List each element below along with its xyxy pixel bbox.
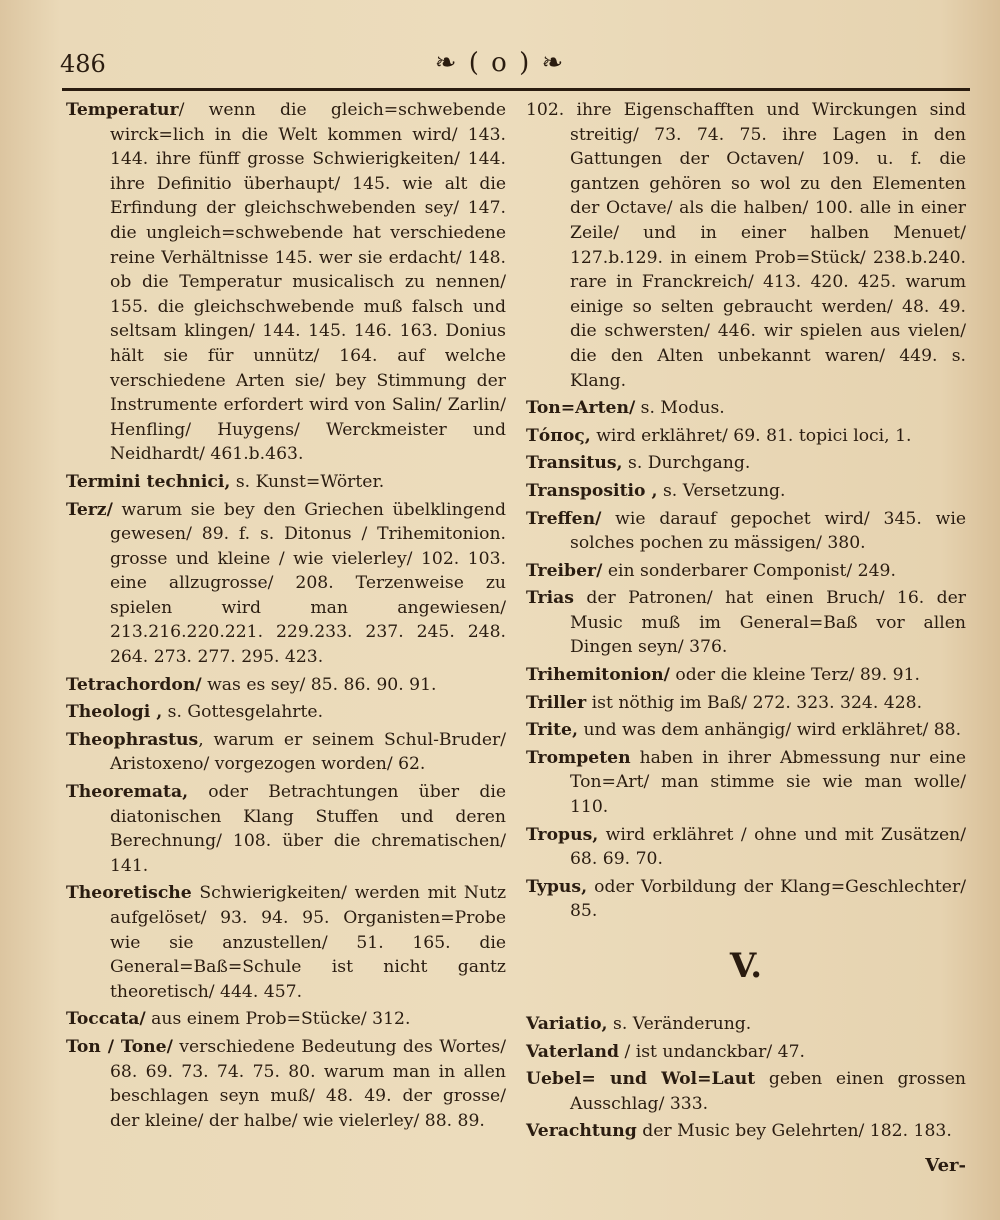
entry-headword: Trite, <box>526 720 578 741</box>
entry-text: s. Versetzung. <box>657 480 786 501</box>
entry-headword: Variatio, <box>526 1014 608 1034</box>
index-entry <box>66 881 506 1004</box>
entry-text: ein sonderbarer Componist/ 249. <box>602 560 896 581</box>
index-entry <box>526 663 966 688</box>
entry-text: wird erklähret / ohne und mit Zusätzen/ 68. 69. 70. <box>570 824 966 870</box>
index-entry <box>526 98 966 393</box>
index-entry <box>66 1035 506 1133</box>
entry-headword: Uebel= und Wol=Laut <box>526 1069 756 1090</box>
index-entry <box>526 1119 966 1144</box>
entry-text: s. Durchgang. <box>622 453 751 474</box>
entry-text: was es sey/ 85. 86. 90. 91. <box>201 674 437 695</box>
index-entry <box>526 1067 966 1116</box>
section-letter-v: V. <box>729 946 763 986</box>
index-entry <box>526 424 966 449</box>
entry-headword: Triller <box>526 692 587 713</box>
index-entry <box>526 479 966 504</box>
right-column <box>526 98 966 1179</box>
entry-text: oder Betrachtungen über die diatonischen Klang Stuffen und deren Berechnung/ 108. über die chrematischen/ 141. <box>110 782 506 876</box>
index-entry <box>66 700 506 725</box>
entry-text: oder Vorbildung der Klang=Geschlechter/ 85. <box>570 876 966 922</box>
page-signature: ❧ ( o ) ❧ <box>434 48 566 78</box>
entry-headword: Verachtung <box>526 1121 637 1142</box>
index-entry <box>526 691 966 716</box>
section-v <box>526 1012 966 1144</box>
index-entry <box>526 451 966 476</box>
entry-text: / wenn die gleich=schwebende wirck=lich in die Welt kommen wird/ 143. 144. ihre fünff grosse Schwierigkeiten/ 144. ihre Definitio überhaupt/ 145. wie alt die Erfindung der gleichschwebenden sey/ 147. die ungleich=schwebende hat verschiedene reine Verhältnisse 145. wer sie erdacht/ 148. ob die Temperatur musicalisch zu nennen/ 155. die gleichschwebende muß falsch und seltsam klingen/ 144. 145. 146. 163. Donius hält sie für unnütz/ 164. auf welche verschiedene Arten sie/ bey Stimmung der Instrumente erfordert wird von Salin/ Zarlin/ Henfling/ Huygens/ Werckmeister und Neidhardt/ 461.b.463. <box>110 100 506 465</box>
entry-text: ist nöthig im Baß/ 272. 323. 324. 428. <box>586 692 923 713</box>
entry-headword: Toccata/ <box>66 1009 146 1030</box>
entry-text: wird erklähret/ 69. 81. topici loci, 1. <box>590 425 912 446</box>
entry-text: verschiedene Bedeutung des Wortes/ 68. 69. 73. 74. 75. 80. warum man in allen beschlagen seyn muß/ 48. 49. der grosse/ der kleine/ der halbe/ wie vielerley/ 88. 89. <box>110 1036 506 1131</box>
index-entry <box>526 823 966 872</box>
entry-text: s. Modus. <box>635 398 725 419</box>
page-header <box>60 46 940 90</box>
index-entry <box>66 98 506 467</box>
index-entry <box>66 673 506 698</box>
index-entry <box>526 875 966 924</box>
entry-text: aus einem Prob=Stücke/ 312. <box>145 1009 411 1030</box>
entry-text: / ist undanckbar/ 47. <box>619 1041 805 1062</box>
index-entry <box>66 498 506 670</box>
entry-text: , warum er seinem Schul-Bruder/ Aristoxeno/ vorgezogen worden/ 62. <box>110 729 506 775</box>
entry-headword: Theophrastus <box>66 729 199 750</box>
entry-headword: Transpositio , <box>526 480 658 501</box>
entry-text: der Patronen/ hat einen Bruch/ 16. der Music muß im General=Baß vor allen Dingen seyn/ 376. <box>570 588 966 658</box>
entry-headword: Τόπος, <box>526 425 591 446</box>
entry-text: haben in ihrer Abmessung nur eine Ton=Art/ man stimme sie wie man wolle/ 110. <box>570 747 966 818</box>
index-entry <box>66 728 506 777</box>
index-entry <box>526 507 966 556</box>
entry-text: und was dem anhängig/ wird erklähret/ 88. <box>577 720 962 741</box>
index-entry <box>526 559 966 584</box>
entry-headword: Treffen/ <box>526 508 602 529</box>
entry-headword: Temperatur <box>66 100 179 120</box>
entry-headword: Typus, <box>526 876 588 897</box>
entry-headword: Trompeten <box>526 747 631 768</box>
entry-text: Schwierigkeiten/ werden mit Nutz aufgelöset/ 93. 94. 95. Organisten=Probe wie sie anzustellen/ 51. 165. die General=Baß=Schule ist nicht gantz theoretisch/ 444. 457. <box>110 883 506 1002</box>
entry-headword: Theoremata, <box>66 782 189 803</box>
section-t-continued <box>526 98 966 924</box>
index-entry <box>66 780 506 878</box>
entry-text: warum sie bey den Griechen übelklingend gewesen/ 89. f. s. Ditonus / Trihemitonion. grosse und kleine / wie vielerley/ 102. 103. eine allzugrosse/ 208. Terzenweise zu spielen wird man angewiesen/ 213.216.220.221. 229.233. 237. 245. 248. 264. 273. 277. 295. 423. <box>110 499 506 668</box>
index-entry <box>526 396 966 421</box>
entry-headword: Treiber/ <box>526 560 603 581</box>
index-entry <box>66 470 506 495</box>
index-entry <box>526 718 966 743</box>
index-entry <box>526 1040 966 1065</box>
entry-headword: Termini technici, <box>66 471 231 492</box>
index-entry <box>66 1007 506 1032</box>
entry-text: s. Gottesgelahrte. <box>162 702 324 723</box>
catchword: Ver- <box>925 1154 966 1176</box>
index-entry <box>526 1012 966 1037</box>
entry-headword: Ton / Tone/ <box>66 1036 173 1057</box>
entry-text: der Music bey Gelehrten/ 182. 183. <box>636 1121 952 1142</box>
entry-headword: Ton=Arten/ <box>526 398 636 419</box>
index-entry <box>526 746 966 820</box>
entry-text: wie darauf gepochet wird/ 345. wie solches pochen zu mässigen/ 380. <box>570 508 966 554</box>
entry-headword: Terz/ <box>66 499 113 520</box>
left-column <box>66 98 506 1136</box>
index-entry <box>526 586 966 660</box>
entry-headword: Theologi , <box>66 702 163 723</box>
entry-headword: Trias <box>526 588 574 609</box>
entry-headword: Transitus, <box>526 453 623 474</box>
entry-text: s. Veränderung. <box>607 1014 752 1034</box>
entry-headword: Vaterland <box>526 1041 620 1062</box>
entry-text: 102. ihre Eigenschafften und Wirckungen sind streitig/ 73. 74. 75. ihre Lagen in den Gattungen der Octaven/ 109. u. f. die gantzen gehören so wol zu den Elementen der Octave/ als die halben/ 100. alle in einer Zeile/ und in einer halben Menuet/ 127.b.129. in einem Prob=Stück/ 238.b.240. rare in Franckreich/ 413. 420. 425. warum einige so selten gebraucht werden/ 48. 49. die schwersten/ 446. wir spielen aus vielen/ die den Alten unbekannt waren/ 449. s. Klang. <box>526 100 966 391</box>
header-rule <box>62 88 970 91</box>
page-number: 486 <box>60 50 106 78</box>
entry-headword: Theoretische <box>66 883 192 904</box>
entry-headword: Tropus, <box>526 824 599 845</box>
entry-headword: Trihemitonion/ <box>526 665 670 686</box>
entry-text: s. Kunst=Wörter. <box>230 471 385 492</box>
entry-text: geben einen grossen Ausschlag/ 333. <box>570 1069 966 1114</box>
entry-headword: Tetrachordon/ <box>66 674 202 695</box>
entry-text: oder die kleine Terz/ 89. 91. <box>669 665 920 686</box>
